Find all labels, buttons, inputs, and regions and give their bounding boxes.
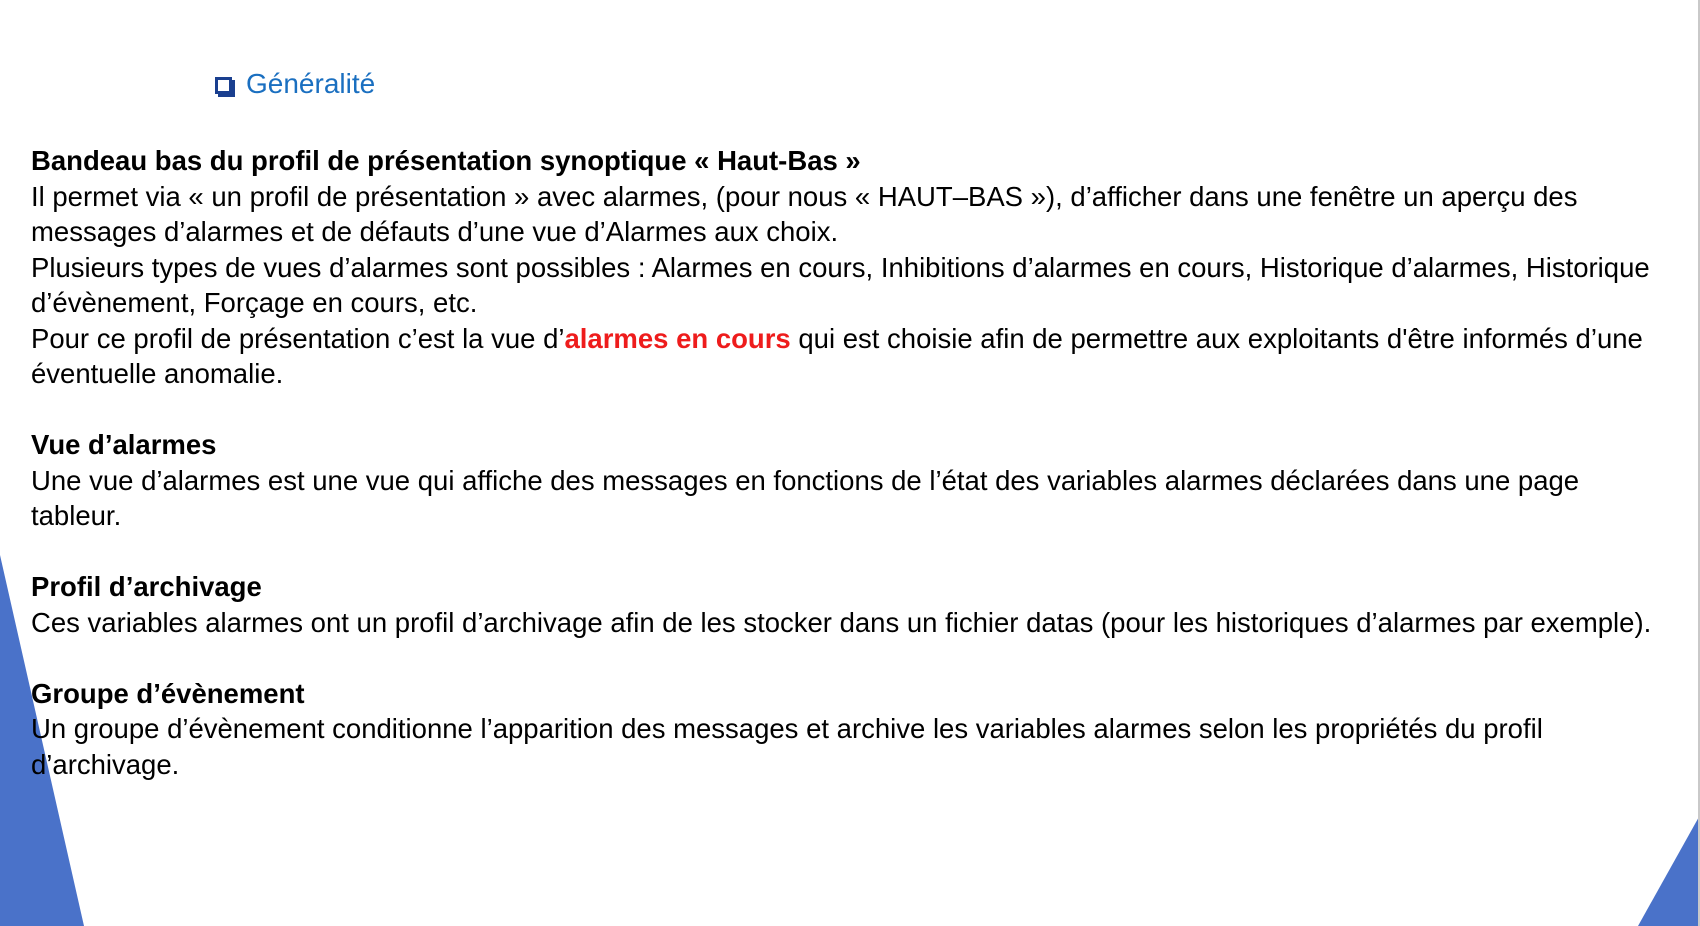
alarmes-en-cours-highlight: alarmes en cours — [564, 322, 791, 354]
section-bandeau — [31, 143, 1661, 392]
bandeau-heading: Bandeau bas du profil de présentation synoptique « Haut-Bas » — [31, 145, 861, 176]
bandeau-paragraph-1: Il permet via « un profil de présentation » avec alarmes, (pour nous « HAUT–BAS »), d’afficher dans une fenêtre un aperçu des messages d’alarmes et de défauts d’une vue d’Alarmes aux choix. — [31, 180, 1578, 247]
slide-content — [31, 143, 1661, 818]
section-profil-archivage — [31, 569, 1661, 640]
bandeau-paragraph-2: Plusieurs types de vues d’alarmes sont possibles : Alarmes en cours, Inhibitions d’alarmes en cours, Historique d’alarmes, Historique d’évènement, Forçage en cours, etc. — [31, 251, 1650, 318]
bandeau-p3-text-before: Pour ce profil de présentation c’est la vue d’ — [31, 322, 565, 354]
bandeau-p3-text-after: qui est choisie afin de permettre aux exploitants d'être informés d’une éventuelle anomalie. — [31, 322, 1643, 389]
section-groupe-evenement — [31, 676, 1661, 783]
vue-heading: Vue d’alarmes — [31, 429, 217, 460]
section-vue-alarmes — [31, 427, 1661, 534]
vue-paragraph: Une vue d’alarmes est une vue qui affiche des messages en fonctions de l’état des variables alarmes déclarées dans une page tableur. — [31, 464, 1580, 531]
profil-heading: Profil d’archivage — [31, 571, 262, 602]
checkbox-icon — [215, 77, 232, 94]
header-title: Généralité — [246, 68, 376, 99]
groupe-paragraph: Un groupe d’évènement conditionne l’apparition des messages et archive les variables alarmes selon les propriétés du profil d’archivage. — [31, 713, 1543, 780]
right-blue-triangle — [1638, 815, 1700, 926]
bandeau-paragraph-3 — [31, 321, 1661, 392]
groupe-heading: Groupe d’évènement — [31, 677, 305, 709]
section-header — [215, 68, 375, 100]
profil-paragraph: Ces variables alarmes ont un profil d’archivage afin de les stocker dans un fichier datas (pour les historiques d’alarmes par exemple). — [31, 606, 1652, 638]
